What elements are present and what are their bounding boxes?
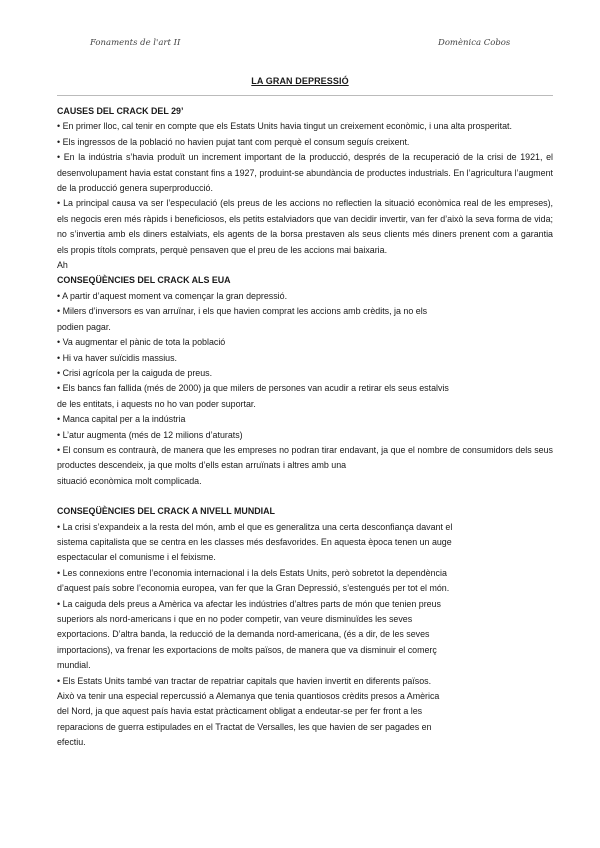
paragraph: • Manca capital per a la indústria	[57, 414, 186, 425]
paragraph: • En primer lloc, cal tenir en compte que els Estats Units havia tingut un creixement econòmic, i una alta prosperitat.	[57, 121, 512, 132]
paragraph: • Els bancs fan fallida (més de 2000) ja que milers de persones van acudir a retirar els seus estalvis	[57, 383, 449, 394]
paragraph: situació econòmica molt complicada.	[57, 475, 202, 486]
paragraph: • En la indústria s’havia produït un increment important de la producció, després de la recuperació de la crisi de 1921, el desenvolupament havia estat constant fins a 1927, produint-se abundància de productes industrials. En l’agricultura l’augment de la producció genera superproducció.	[57, 152, 553, 194]
text-line: • Les connexions entre l’economia internacional i la dels Estats Units, però sobretot la dependència	[57, 567, 447, 578]
text-line: d’aquest país sobre l’economia europea, van fer que la Gran Depressió, s’estengués per tot el món.	[57, 583, 450, 594]
header-author: Domènica Cobos	[438, 38, 511, 48]
text-line: efectiu.	[57, 737, 86, 748]
paragraph: podien pagar.	[57, 321, 111, 332]
text-line: mundial.	[57, 660, 91, 671]
text-line: del Nord, ja que aquest país havia estat pràcticament obligat a endeutar-se per fer front a les	[57, 706, 423, 717]
section-heading-causes: CAUSES DEL CRACK DEL 29’	[57, 106, 184, 116]
text-line: • Els Estats Units també van tractar de repatriar capitals que havien invertit en diferents països.	[57, 675, 432, 686]
paragraph: • Milers d’inversors es van arruïnar, i els que havien comprat les accions amb crèdits, ja no els	[57, 306, 428, 317]
section-gap	[57, 489, 553, 504]
section-heading-consequences-world: CONSEQÜÈNCIES DEL CRACK A NIVELL MUNDIAL	[57, 506, 275, 517]
paragraph: • Crisi agrícola per la caiguda de preus.	[57, 367, 213, 378]
text-line: espectacular el comunisme i el feixisme.	[57, 552, 216, 563]
title-divider	[57, 95, 553, 96]
stray-text: Ah	[57, 260, 68, 271]
text-line: importacions), va frenar les exportacions de molts països, de manera que va disminuir el comerç	[57, 644, 437, 655]
paragraph: • A partir d’aquest moment va començar la gran depressió.	[57, 290, 288, 301]
section-heading-consequences-usa: CONSEQÜÈNCIES DEL CRACK ALS EUA	[57, 275, 231, 286]
text-line: • La caiguda dels preus a Amèrica va afectar les indústries d’altres parts de món que tenien preus	[57, 598, 441, 609]
paragraph: • Va augmentar el pànic de tota la població	[57, 337, 226, 348]
text-line: sistema capitalista que se centra en les classes més desfavorides. En aquesta època tenen un auge	[57, 536, 452, 547]
paragraph: • Hi va haver suïcidis massius.	[57, 352, 177, 363]
text-line: superiors als nord-americans i que en no poder competir, van veure disminuïdes les seves	[57, 614, 413, 624]
paragraph: de les entitats, i aquests no ho van poder suportar.	[57, 398, 256, 409]
header-course: Fonaments de l'art II	[90, 38, 181, 48]
paragraph: • El consum es contraurà, de manera que les empreses no podran tirar endavant, ja que el nombre de consumidors dels seus productes descendeix, ja que molts d’ells estan arruïnats i altres amb una	[57, 444, 553, 471]
document-body	[57, 104, 553, 751]
text-line: • La crisi s’expandeix a la resta del món, amb el que es generalitza una certa desconfiança davant el	[57, 521, 453, 532]
document-title: LA GRAN DEPRESSIÓ	[251, 76, 349, 86]
paragraph: • L’atur augmenta (més de 12 milions d’aturats)	[57, 429, 243, 440]
text-line: Això va tenir una especial repercussió a Alemanya que tenia quantiosos crèdits presos a Amèrica	[57, 691, 440, 702]
text-line: exportacions. D’altra banda, la reducció de la demanda nord-americana, (és a dir, de les seves	[57, 629, 430, 640]
text-line: reparacions de guerra estipulades en el Tractat de Versalles, les que havien de ser pagades en	[57, 721, 432, 732]
paragraph: • Els ingressos de la població no havien pujat tant com perquè el consum seguís creixent.	[57, 136, 410, 147]
paragraph: • La principal causa va ser l’especulació (els preus de les accions no reflectien la situació econòmica real de les empreses), els negocis eren més ràpids i beneficiosos, els petits estalviadors que van decidir invertir, van fer d’això la seva forma de vida; no s’invertia amb els diners estalviats, els agents de la borsa prestaven als seus clients més diners prenent com a garantia els propis títols comprats, perquè pensaven que el preu de les accions mai baixaria.	[57, 198, 553, 255]
